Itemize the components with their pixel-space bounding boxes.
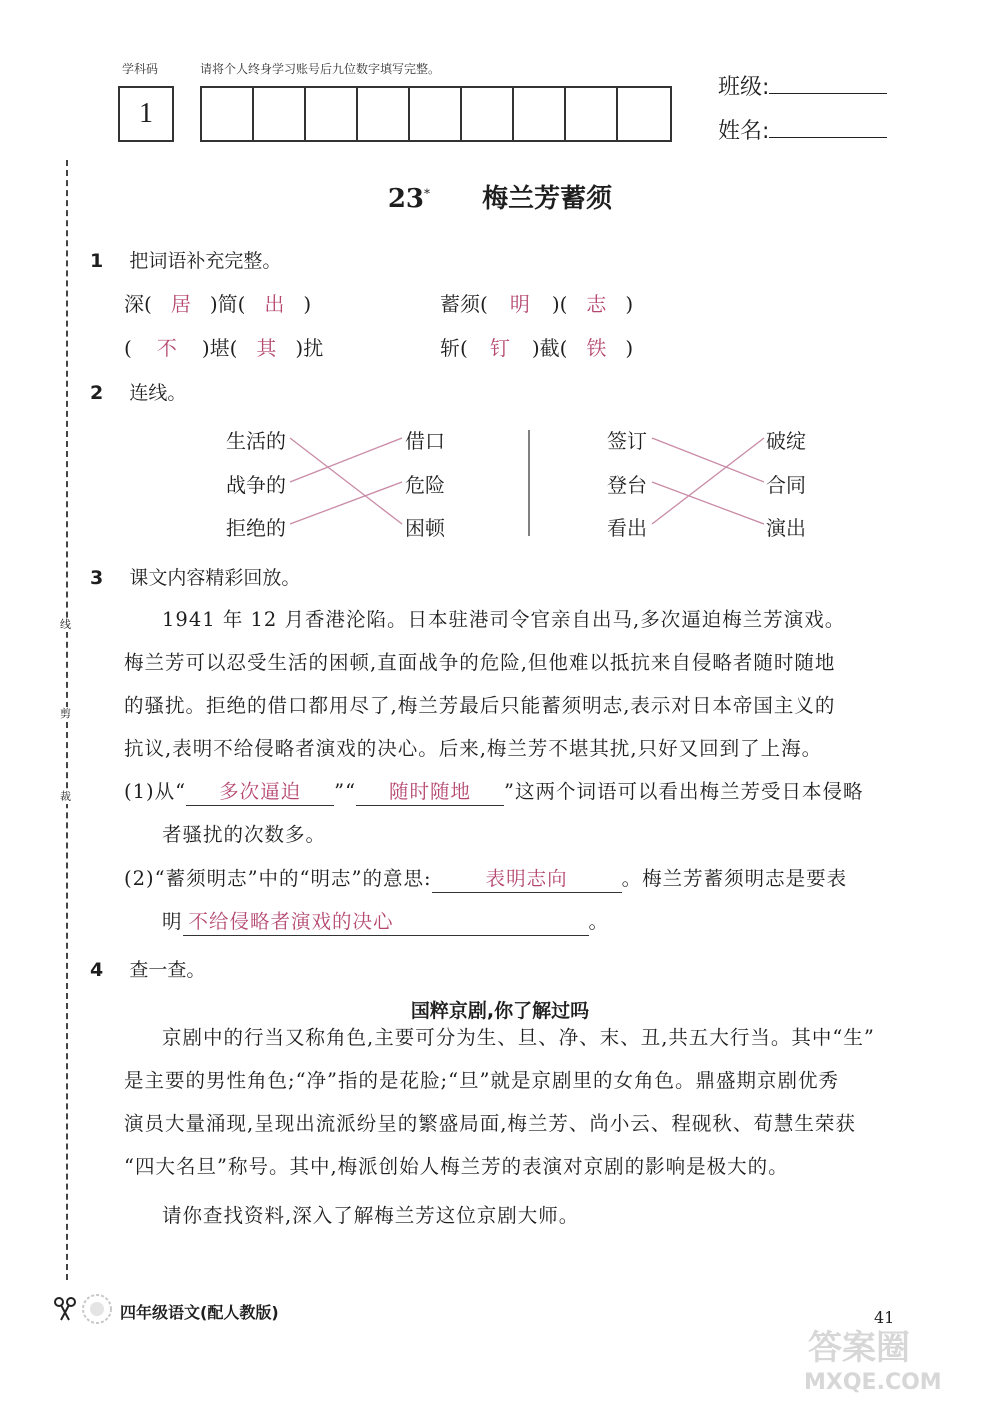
matching-lines bbox=[0, 0, 1000, 600]
page-number: 41 bbox=[874, 1308, 895, 1327]
text-part: )( bbox=[551, 292, 568, 316]
text-part: 。 bbox=[588, 910, 610, 933]
cut-line-char-cut: 剪 bbox=[60, 707, 71, 720]
text-part: ( bbox=[124, 336, 132, 360]
answer: 不 bbox=[156, 336, 177, 360]
logo-emblem-icon bbox=[80, 1292, 114, 1326]
q3-sub2 bbox=[124, 857, 924, 943]
q3-sub1 bbox=[124, 770, 924, 856]
text-part: ”“ bbox=[334, 780, 357, 803]
match-word[interactable]: 危险 bbox=[405, 473, 445, 497]
answer: 出 bbox=[264, 292, 285, 316]
text-part: )截( bbox=[531, 336, 568, 360]
scissors-icon bbox=[52, 1296, 78, 1322]
text-part: 深( bbox=[124, 292, 152, 316]
watermark-url: MXQE.COM bbox=[804, 1370, 942, 1395]
match-word[interactable]: 演出 bbox=[766, 516, 806, 540]
text-part: (1)从“ bbox=[124, 780, 187, 803]
answer: 铁 bbox=[586, 336, 607, 360]
question-number: 4 bbox=[90, 959, 104, 981]
text-part: )堪( bbox=[201, 336, 238, 360]
question-title: 连线。 bbox=[129, 382, 187, 404]
match-word[interactable]: 看出 bbox=[607, 516, 647, 540]
name-label: 姓名: bbox=[718, 119, 770, 144]
answer: 其 bbox=[256, 336, 277, 360]
answer-blank[interactable]: 不给侵略者演戏的决心 bbox=[183, 909, 589, 936]
match-word[interactable]: 战争的 bbox=[226, 473, 286, 497]
q4-subheading: 国粹京剧,你了解过吗 bbox=[410, 1000, 590, 1022]
match-word[interactable]: 合同 bbox=[766, 473, 806, 497]
answer-blank[interactable]: 多次逼迫 bbox=[186, 779, 334, 806]
question-title: 把词语补充完整。 bbox=[129, 250, 282, 272]
match-line bbox=[290, 438, 402, 482]
question-3-heading bbox=[90, 563, 300, 590]
book-title: 四年级语文(配人教版) bbox=[120, 1303, 279, 1322]
question-number: 1 bbox=[90, 250, 104, 272]
answer-blank[interactable]: 随时随地 bbox=[356, 779, 504, 806]
passage-line: 梅兰芳可以忍受生活的困顿,直面战争的危险,但他难以抵抗来自侵略者随时随地 bbox=[124, 651, 836, 674]
text-part: )简( bbox=[209, 292, 246, 316]
text-part: (2)“蓄须明志”中的“明志”的意思: bbox=[124, 867, 432, 890]
answer: 志 bbox=[586, 292, 607, 316]
answer-blank[interactable]: 表明志向 bbox=[432, 866, 622, 893]
text-part: ) bbox=[625, 292, 634, 316]
lesson-number: 23 bbox=[387, 184, 425, 214]
cut-line-char-trim: 裁 bbox=[60, 790, 71, 803]
account-instruction: 请将个人终身学习账号后九位数字填写完整。 bbox=[200, 62, 441, 76]
text-part: )扰 bbox=[295, 336, 324, 360]
text-part: ”这两个词语可以看出梅兰芳受日本侵略 bbox=[504, 780, 864, 803]
match-word[interactable]: 拒绝的 bbox=[226, 516, 286, 540]
match-word[interactable]: 借口 bbox=[405, 429, 445, 453]
closing-line: 请你查找资料,深入了解梅兰芳这位京剧大师。 bbox=[162, 1204, 580, 1227]
passage-line: 1941 年 12 月香港沦陷。日本驻港司令官亲自出马,多次逼迫梅兰芳演戏。 bbox=[162, 608, 846, 631]
watermark-logo: 答案圈 bbox=[808, 1328, 910, 1368]
match-line bbox=[652, 438, 764, 524]
text-part: 斩( bbox=[440, 336, 468, 360]
text-part: 蓄须( bbox=[440, 292, 488, 316]
question-title: 课文内容精彩回放。 bbox=[129, 567, 301, 589]
match-line bbox=[652, 438, 764, 482]
class-label: 班级: bbox=[718, 75, 770, 100]
question-number: 2 bbox=[90, 382, 104, 404]
match-line bbox=[290, 482, 402, 524]
passage-line: 是主要的男性角色;“净”指的是花脸;“旦”就是京剧里的女角色。鼎盛期京剧优秀 bbox=[124, 1069, 840, 1092]
match-line bbox=[652, 482, 764, 524]
q3-passage bbox=[124, 598, 914, 770]
answer: 居 bbox=[170, 292, 191, 316]
passage-line: 京剧中的行当又称角色,主要可分为生、旦、净、末、丑,共五大行当。其中“生” bbox=[162, 1026, 875, 1049]
answer: 钉 bbox=[489, 336, 510, 360]
cut-line-char-line: 线 bbox=[60, 618, 71, 631]
text-part: ) bbox=[303, 292, 312, 316]
match-word[interactable]: 生活的 bbox=[226, 429, 286, 453]
passage-line: 演员大量涌现,呈现出流派纷呈的繁盛局面,梅兰芳、尚小云、程砚秋、荀慧生荣获 bbox=[124, 1112, 856, 1135]
subject-code-value: 1 bbox=[139, 98, 153, 129]
match-word[interactable]: 困顿 bbox=[405, 516, 445, 540]
passage-line: “四大名旦”称号。其中,梅派创始人梅兰芳的表演对京剧的影响是极大的。 bbox=[124, 1155, 789, 1178]
question-number: 3 bbox=[90, 567, 104, 589]
passage-line: 的骚扰。拒绝的借口都用尽了,梅兰芳最后只能蓄须明志,表示对日本帝国主义的 bbox=[124, 694, 836, 717]
q4-passage bbox=[124, 1016, 914, 1237]
question-4-heading bbox=[90, 955, 205, 982]
match-word[interactable]: 登台 bbox=[607, 473, 647, 497]
match-word[interactable]: 破绽 bbox=[766, 429, 806, 453]
subject-code-label: 学科码 bbox=[122, 62, 159, 76]
passage-line: 抗议,表明不给侵略者演戏的决心。后来,梅兰芳不堪其扰,只好又回到了上海。 bbox=[124, 737, 823, 760]
question-title: 查一查。 bbox=[129, 959, 206, 981]
text-part: 。梅兰芳蓄须明志是要表 bbox=[621, 867, 848, 890]
answer: 明 bbox=[509, 292, 530, 316]
text-part: 明 bbox=[162, 910, 183, 933]
lesson-mark: * bbox=[424, 186, 431, 201]
lesson-name: 梅兰芳蓄须 bbox=[482, 184, 613, 214]
match-word[interactable]: 签订 bbox=[607, 429, 647, 453]
text-part: 者骚扰的次数多。 bbox=[162, 823, 327, 846]
text-part: ) bbox=[625, 336, 634, 360]
match-line bbox=[290, 438, 402, 524]
